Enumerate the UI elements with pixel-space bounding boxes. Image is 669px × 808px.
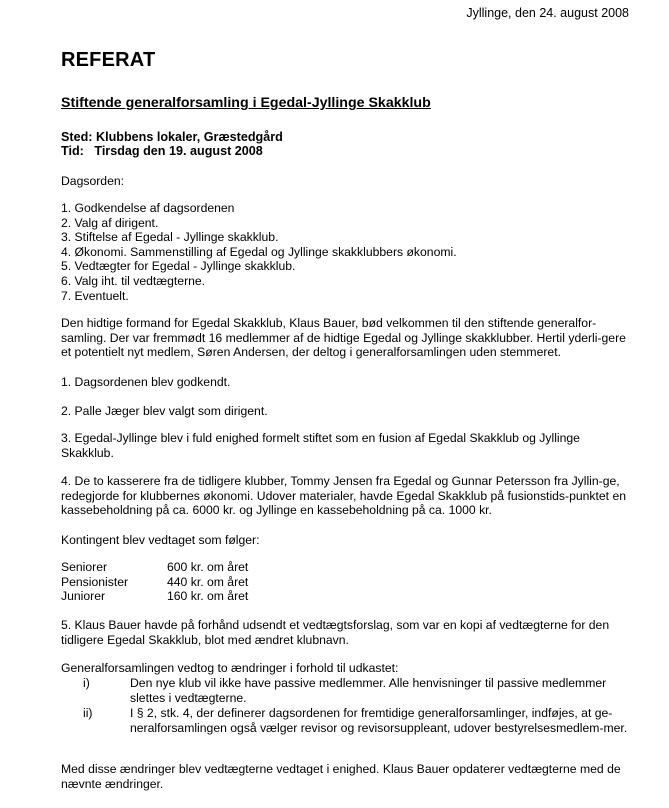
agenda-item: 6. Valg iht. til vedtægterne. <box>61 273 206 288</box>
agenda-item: 3. Stiftelse af Egedal - Jyllinge skakklub. <box>61 230 279 245</box>
closing-paragraph: Med disse ændringer blev vedtægterne vedtaget i enighed. Klaus Bauer opdaterer vedtægterne med de nævnte ændringer. <box>61 762 621 791</box>
intro-paragraph: Den hidtige formand for Egedal Skakklub, Klaus Bauer, bød velkommen til den stiftende generalfor-samling. Der var fremmødt 16 medlemmer af de hidtige Egedal og Jyllinge skakklubber. Hertil yderli-gere et potentielt nyt medlem, Søren Andersen, der deltog i generalforsamlingen uden stemmeret. <box>61 316 626 360</box>
minutes-item-3: 3. Egedal-Jyllinge blev i fuld enighed formelt stiftet som en fusion af Egedal Skakklub og Jyllinge Skakklub. <box>61 431 580 460</box>
agenda-item: 7. Eventuelt. <box>61 288 129 303</box>
amendments-intro: Generalforsamlingen vedtog to ændringer i forhold til udkastet: <box>61 661 399 675</box>
agenda-heading: Dagsorden: <box>61 174 125 188</box>
fee-amount: 600 kr. om året <box>167 560 249 574</box>
fee-category: Seniorer <box>61 560 108 574</box>
fee-category: Pensionister <box>61 574 129 589</box>
amendment-text: Den nye klub vil ikke have passive medlemmer. Alle henvisninger til passive medlemmer slettes i vedtægterne. <box>130 676 607 705</box>
fee-row <box>61 560 248 575</box>
fee-row <box>61 589 248 604</box>
agenda-item: 2. Valg af dirigent. <box>61 215 159 230</box>
meeting-subtitle: Stiftende generalforsamling i Egedal-Jyllinge Skakklub <box>61 95 431 111</box>
agenda-list <box>61 201 631 303</box>
amendment-text: I § 2, stk. 4, der definerer dagsordenen for fremtidige generalforsamlinger, indføjes, at ge-neralforsamlingen også vælger revisor og revisorsuppleant, udover bestyrelsesmedlem-mer. <box>130 706 628 735</box>
agenda-item: 5. Vedtægter for Egedal - Jyllinge skakklub. <box>61 259 296 274</box>
amendment-item <box>83 676 631 705</box>
fees-intro: Kontingent blev vedtaget som følger: <box>61 533 260 547</box>
minutes-item-5: 5. Klaus Bauer havde på forhånd udsendt et vedtægtsforslag, som var en kopi af vedtægterne for den tidligere Egedal Skakklub, blot med ændret klubnavn. <box>61 618 610 647</box>
amendment-number: i) <box>83 676 90 690</box>
fees-table <box>61 560 248 604</box>
meeting-time: Tid: Tirsdag den 19. august 2008 <box>61 144 263 159</box>
meeting-meta <box>61 130 283 159</box>
fee-amount: 440 kr. om året <box>167 574 249 589</box>
fee-amount: 160 kr. om året <box>167 589 249 604</box>
fee-category: Juniorer <box>61 589 106 604</box>
agenda-item: 1. Godkendelse af dagsordenen <box>61 201 235 215</box>
date-line: Jyllinge, den 24. august 2008 <box>466 6 629 20</box>
meeting-place: Sted: Klubbens lokaler, Græstedgård <box>61 130 283 144</box>
minutes-item-1: 1. Dagsordenen blev godkendt. <box>61 375 231 389</box>
amendment-item <box>83 706 631 735</box>
agenda-item: 4. Økonomi. Sammenstilling af Egedal og Jyllinge skakklubbers økonomi. <box>61 244 457 259</box>
minutes-item-2: 2. Palle Jæger blev valgt som dirigent. <box>61 404 268 418</box>
fee-row <box>61 575 248 590</box>
page-title: REFERAT <box>61 49 156 71</box>
minutes-item-4: 4. De to kasserere fra de tidligere klubber, Tommy Jensen fra Egedal og Gunnar Petersson fra Jyllin-ge, redegjorde for klubbernes økonomi. Udover materialer, havde Egedal Skakklub på fusionstids-punktet en kassebeholdning på ca. 6000 kr. og Jyllinge en kassebeholdning på ca. 1000 kr. <box>61 474 627 518</box>
amendment-number: ii) <box>83 706 93 720</box>
